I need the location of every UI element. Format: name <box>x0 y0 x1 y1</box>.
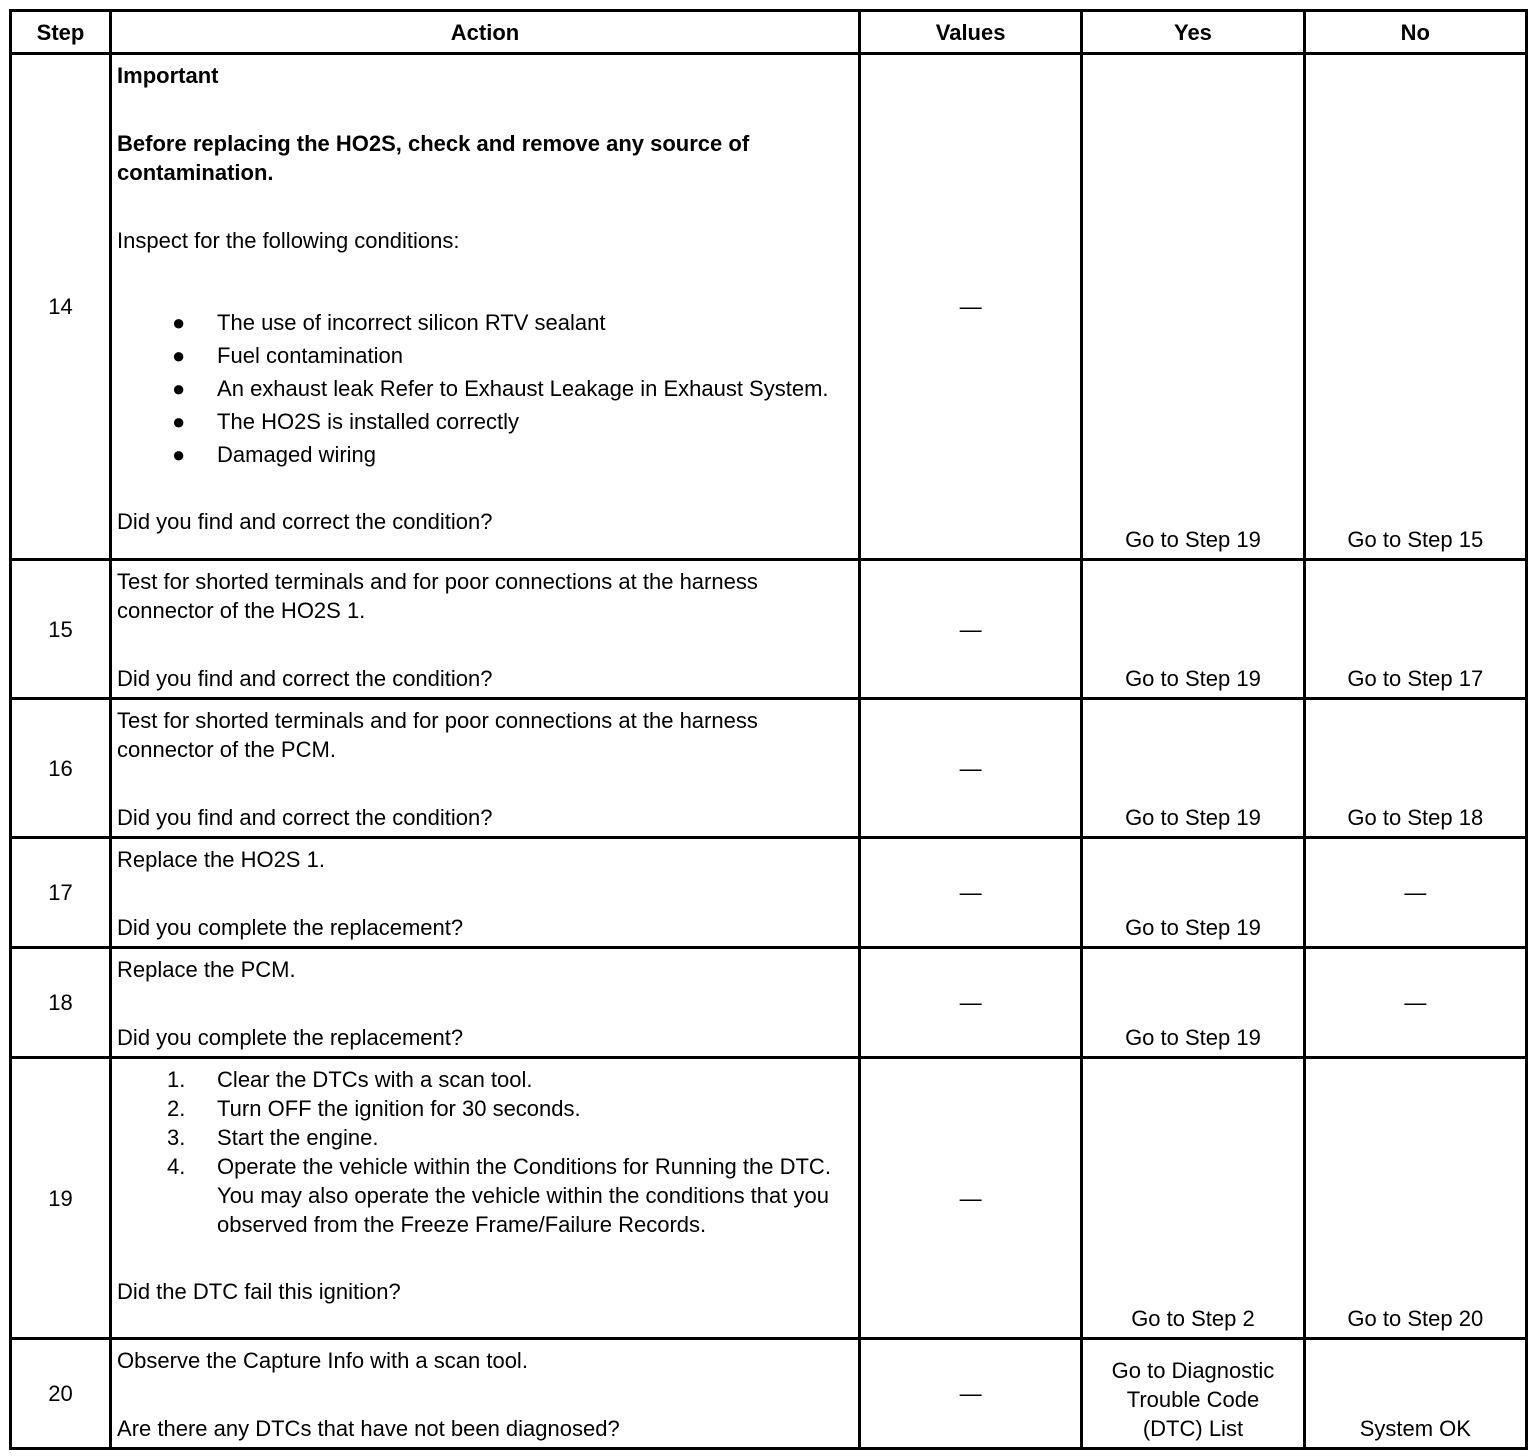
yes-cell: Go to Diagnostic Trouble Code (DTC) List <box>1082 1339 1304 1449</box>
header-values: Values <box>859 11 1081 54</box>
values-cell: — <box>859 1058 1081 1339</box>
procedure-list <box>117 1065 850 1239</box>
list-item: ● The HO2S is installed correctly <box>172 409 520 434</box>
condition-list <box>117 308 850 469</box>
question-text: Did you complete the replacement? <box>117 915 464 940</box>
values-cell: — <box>859 838 1081 948</box>
question-text: Did you find and correct the condition? <box>117 509 493 534</box>
values-cell: — <box>859 948 1081 1058</box>
action-cell <box>111 560 860 699</box>
list-item: 4. Operate the vehicle within the Conditions for Running the DTC. You may also operate the vehicle within the conditions that you observed from the Freeze Frame/Failure Records. <box>167 1154 831 1237</box>
action-text: Test for shorted terminals and for poor connections at the harness connector of the PCM. <box>117 708 758 762</box>
question-text: Did you find and correct the condition? <box>117 666 493 691</box>
yes-cell: Go to Step 19 <box>1082 560 1304 699</box>
step-number: 17 <box>11 838 111 948</box>
step-number: 14 <box>11 54 111 560</box>
header-action: Action <box>111 11 860 54</box>
question-text: Did you complete the replacement? <box>117 1025 464 1050</box>
step-number: 20 <box>11 1339 111 1449</box>
values-cell: — <box>859 1339 1081 1449</box>
action-cell <box>111 1339 860 1449</box>
warning-text: Before replacing the HO2S, check and remove any source of contamination. <box>117 131 750 185</box>
table-row <box>11 699 1527 838</box>
table-row <box>11 54 1527 560</box>
step-number: 15 <box>11 560 111 699</box>
values-cell: — <box>859 560 1081 699</box>
intro-text: Inspect for the following conditions: <box>117 228 460 253</box>
header-no: No <box>1304 11 1526 54</box>
header-row <box>11 11 1527 54</box>
yes-cell: Go to Step 19 <box>1082 54 1304 560</box>
important-label: Important <box>117 63 219 88</box>
diagnostic-table <box>9 9 1528 1450</box>
table-row <box>11 838 1527 948</box>
yes-cell: Go to Step 19 <box>1082 699 1304 838</box>
step-number: 16 <box>11 699 111 838</box>
no-cell: — <box>1304 948 1526 1058</box>
no-cell: System OK <box>1304 1339 1526 1449</box>
yes-cell: Go to Step 19 <box>1082 838 1304 948</box>
values-cell: — <box>859 54 1081 560</box>
action-text: Replace the HO2S 1. <box>117 847 325 872</box>
action-text: Test for shorted terminals and for poor connections at the harness connector of the HO2S 1. <box>117 569 758 623</box>
list-item: ● Fuel contamination <box>172 343 403 368</box>
no-cell: Go to Step 18 <box>1304 699 1526 838</box>
list-item: ● An exhaust leak Refer to Exhaust Leakage in Exhaust System. <box>172 376 829 401</box>
table-row <box>11 1058 1527 1339</box>
values-cell: — <box>859 699 1081 838</box>
action-cell <box>111 838 860 948</box>
action-cell <box>111 1058 860 1339</box>
step-number: 19 <box>11 1058 111 1339</box>
yes-cell: Go to Step 19 <box>1082 948 1304 1058</box>
list-item: ● Damaged wiring <box>172 442 377 467</box>
list-item: 3. Start the engine. <box>167 1125 379 1150</box>
action-cell <box>111 699 860 838</box>
action-cell <box>111 54 860 560</box>
question-text: Are there any DTCs that have not been diagnosed? <box>117 1416 620 1441</box>
list-item: ● The use of incorrect silicon RTV sealant <box>172 310 606 335</box>
table-row <box>11 560 1527 699</box>
header-yes: Yes <box>1082 11 1304 54</box>
action-text: Replace the PCM. <box>117 957 296 982</box>
step-number: 18 <box>11 948 111 1058</box>
header-step: Step <box>11 11 111 54</box>
question-text: Did the DTC fail this ignition? <box>117 1279 401 1304</box>
no-cell: — <box>1304 838 1526 948</box>
list-item: 1. Clear the DTCs with a scan tool. <box>167 1067 533 1092</box>
no-cell: Go to Step 20 <box>1304 1058 1526 1339</box>
no-cell: Go to Step 15 <box>1304 54 1526 560</box>
action-cell <box>111 948 860 1058</box>
list-item: 2. Turn OFF the ignition for 30 seconds. <box>167 1096 581 1121</box>
table-row <box>11 1339 1527 1449</box>
action-text: Observe the Capture Info with a scan tool. <box>117 1348 528 1373</box>
yes-cell: Go to Step 2 <box>1082 1058 1304 1339</box>
no-cell: Go to Step 17 <box>1304 560 1526 699</box>
question-text: Did you find and correct the condition? <box>117 805 493 830</box>
table-row <box>11 948 1527 1058</box>
